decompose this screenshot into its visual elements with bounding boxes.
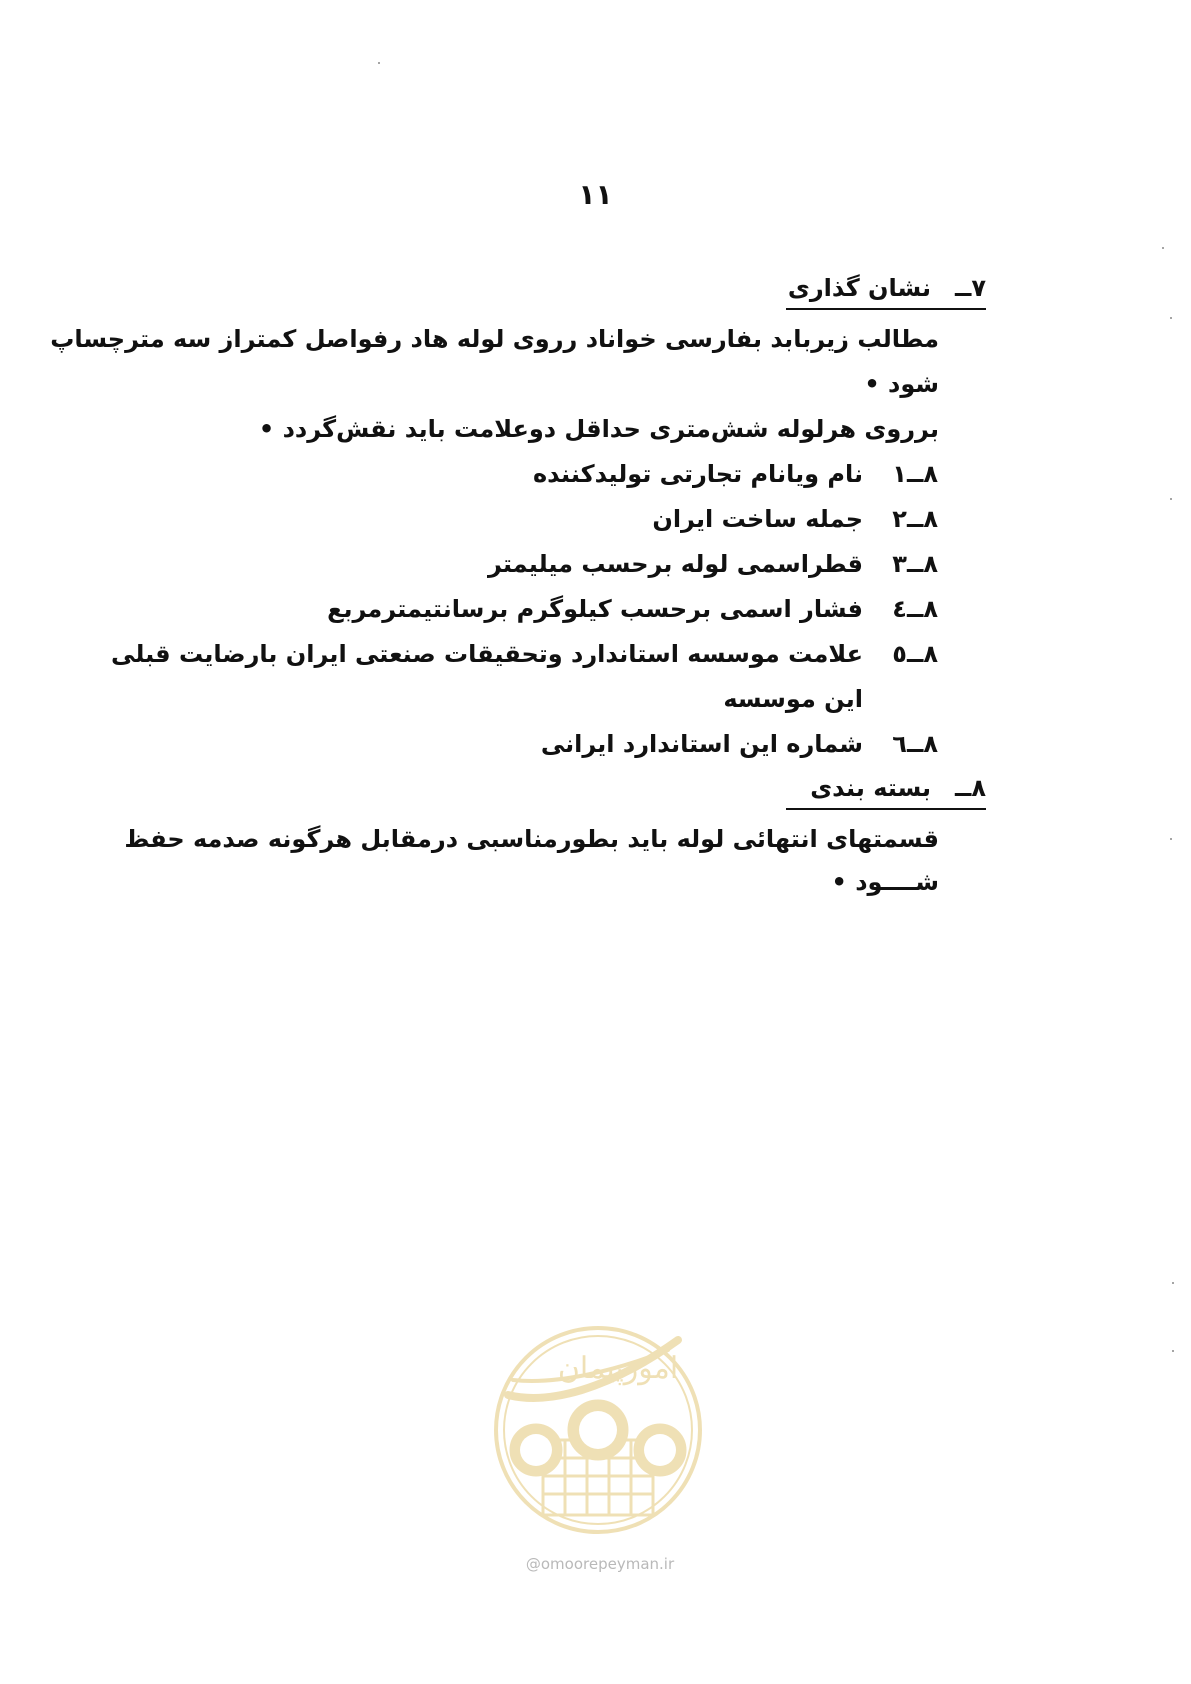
list-item: [652, 503, 938, 535]
scan-speck: [1162, 247, 1164, 249]
section-8-title: بسته بندی: [810, 774, 931, 802]
list-item-text: شماره این استاندارد ایرانی: [540, 730, 863, 758]
scan-speck: [1172, 1350, 1174, 1352]
section-7-heading: [786, 272, 986, 310]
page-number: ۱۱: [578, 178, 613, 211]
list-item: [533, 458, 938, 490]
section-7-title: نشان گذاری: [787, 274, 931, 302]
watermark-logo: [488, 1320, 708, 1580]
list-item-text: علامت موسسه استاندارد وتحقیقات صنعتی ایران بارضایت قبلی: [111, 640, 863, 668]
scan-speck: [378, 62, 380, 64]
scan-speck: [1170, 317, 1172, 319]
section-8-paragraph-line-1: قسمتهای انتهائی لوله باید بطورمناسبی درمقابل هرگونه صدمه حفظ: [124, 825, 939, 853]
list-item-number: ۸ــ۱: [892, 460, 938, 488]
list-item-number: ۸ــ٥: [892, 640, 938, 668]
watermark-site-text: @omoorepeyman.ir: [525, 1555, 675, 1573]
list-item: [488, 548, 938, 580]
list-item: [111, 638, 938, 670]
scan-speck: [1170, 838, 1172, 840]
section-7-paragraph-1-line-2: شود •: [864, 370, 939, 398]
section-8-paragraph-line-2: شــــود •: [831, 868, 939, 896]
list-item-number: ۸ــ۲: [892, 505, 938, 533]
section-8-number: ۸ــ: [954, 774, 986, 802]
list-item-number: ۸ــ۳: [892, 550, 938, 578]
scan-speck: [1172, 1282, 1174, 1284]
list-item-text: جمله ساخت ایران: [652, 505, 863, 533]
list-item-continuation: این موسسه: [723, 685, 863, 713]
section-8-heading: [786, 772, 986, 810]
list-item-number: ۸ــ٦: [892, 730, 938, 758]
watermark-logo-text: امورپیمان: [557, 1351, 679, 1386]
list-item-text: نام ویانام تجارتی تولیدکننده: [533, 460, 863, 488]
list-item-text: فشار اسمی برحسب کیلوگرم برسانتیمترمربع: [327, 595, 863, 623]
scan-speck: [1170, 498, 1172, 500]
section-7-paragraph-2: برروی هرلوله شش‌متری حداقل دوعلامت باید نقش‌گردد •: [258, 415, 939, 443]
list-item: [541, 728, 938, 760]
list-item: [327, 593, 938, 625]
list-item-number: ۸ــ٤: [892, 595, 938, 623]
list-item-text: قطراسمی لوله برحسب میلیمتر: [487, 550, 863, 578]
section-7-paragraph-1-line-1: مطالب زیربابد بفارسی خواناد رروی لوله هاد رفواصل کمتراز سه مترچساپ: [50, 325, 939, 353]
section-7-number: ۷ــ: [954, 274, 986, 302]
